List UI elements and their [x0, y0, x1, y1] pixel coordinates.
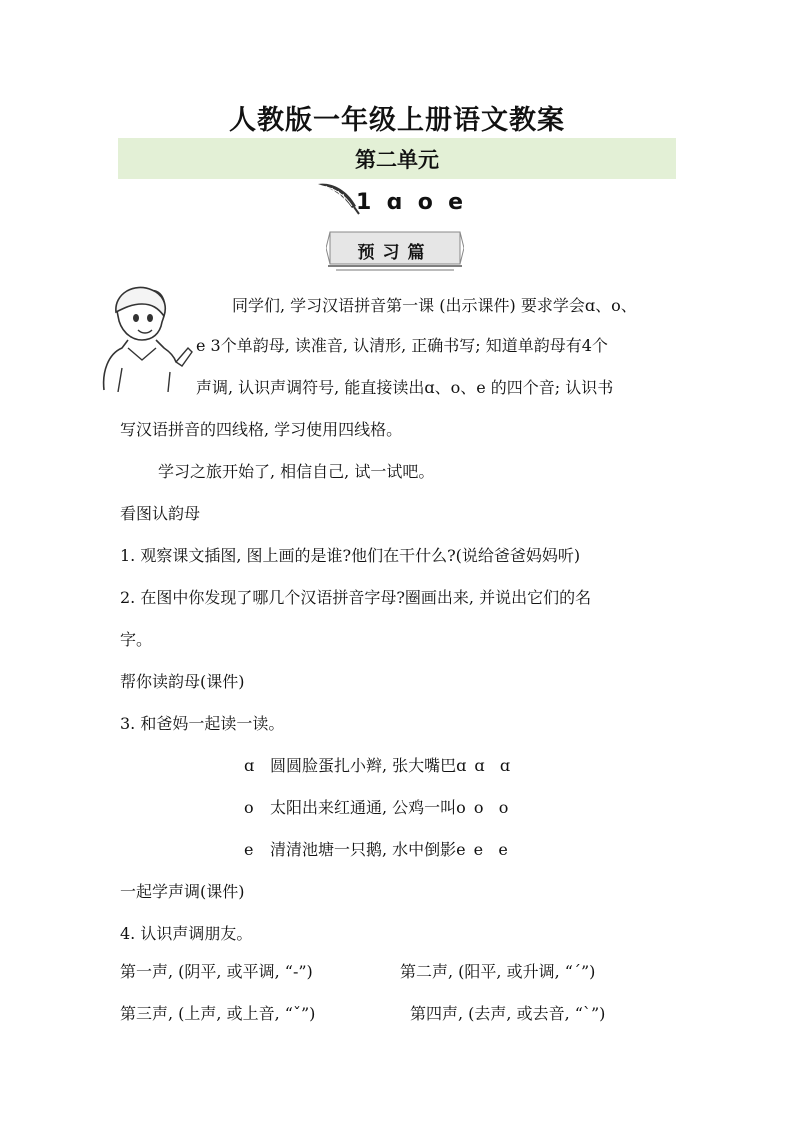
- tone-third: 第三声, (上声, 或上音, “ˇ”): [120, 1004, 316, 1023]
- unit-banner: [118, 138, 676, 179]
- tone-first: 第一声, (阴平, 或平调, “-”): [120, 962, 313, 981]
- intro-line-2: e 3个单韵母, 读准音, 认清形, 正确书写; 知道单韵母有4个: [196, 336, 608, 355]
- intro-line-4: 写汉语拼音的四线格, 学习使用四线格。: [120, 420, 403, 439]
- tone-second: 第二声, (阳平, 或升调, “ˊ”): [400, 962, 596, 981]
- rhyme-line: [244, 798, 508, 818]
- rhyme-letter: ɑ: [244, 756, 255, 775]
- banner-label: 预习篇: [357, 243, 433, 263]
- rhyme-letter: e: [244, 840, 254, 859]
- rhyme-text: 圆圆脸蛋扎小辫, 张大嘴巴ɑ: [270, 756, 467, 775]
- rhyme-tail: e e: [473, 840, 508, 859]
- lesson-heading: [316, 180, 516, 226]
- question-3: 3. 和爸妈一起读一读。: [120, 714, 285, 733]
- unit-label: 第二单元: [355, 147, 439, 172]
- preview-banner: [326, 228, 464, 274]
- document-title: 人教版一年级上册语文教案: [229, 105, 565, 136]
- section-heading-tones: 一起学声调(课件): [120, 882, 245, 901]
- section-heading-read: 帮你读韵母(课件): [120, 672, 245, 691]
- quill-pen-icon: [316, 180, 360, 216]
- question-2: 2. 在图中你发现了哪几个汉语拼音字母?圈画出来, 并说出它们的名: [120, 588, 592, 607]
- lesson-title: 1 ɑ o e: [356, 190, 464, 215]
- rhyme-letter: o: [244, 798, 254, 817]
- question-1: 1. 观察课文插图, 图上画的是谁?他们在干什么?(说给爸爸妈妈听): [120, 546, 581, 565]
- tone-fourth: 第四声, (去声, 或去音, “ˋ”): [410, 1004, 606, 1023]
- rhyme-line: [244, 756, 510, 776]
- rhyme-text: 太阳出来红通通, 公鸡一叫o: [270, 798, 466, 817]
- intro-encouragement: 学习之旅开始了, 相信自己, 试一试吧。: [158, 462, 435, 481]
- question-4: 4. 认识声调朋友。: [120, 924, 253, 943]
- rhyme-tail: o o: [473, 798, 509, 817]
- intro-line-1: 同学们, 学习汉语拼音第一课 (出示课件) 要求学会ɑ、o、: [232, 296, 637, 315]
- question-2-cont: 字。: [120, 630, 153, 649]
- teacher-illustration-icon: [98, 282, 194, 392]
- rhyme-line: [244, 840, 508, 860]
- rhyme-text: 清清池塘一只鹅, 水中倒影e: [270, 840, 466, 859]
- section-heading-vowels: 看图认韵母: [120, 504, 201, 523]
- rhyme-tail: ɑ ɑ: [474, 756, 511, 775]
- intro-line-3: 声调, 认识声调符号, 能直接读出ɑ、o、e 的四个音; 认识书: [196, 378, 614, 397]
